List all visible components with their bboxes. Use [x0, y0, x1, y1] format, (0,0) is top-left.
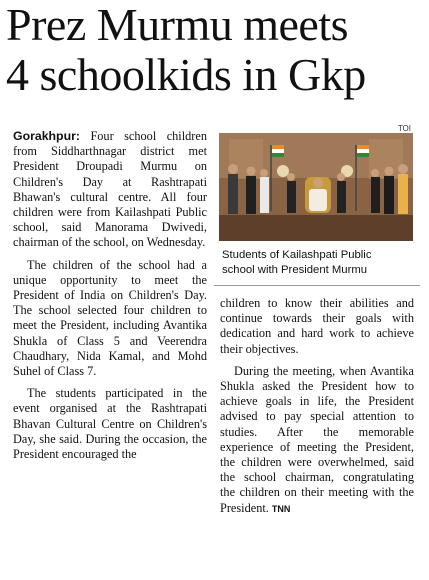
photo-caption [222, 248, 416, 278]
photo-caption-line-2: school with President Murmu [222, 264, 368, 276]
headline-line-1: Prez Murmu meets [6, 0, 349, 50]
article-column-left [13, 129, 207, 462]
photo-credit: TOI [397, 124, 411, 133]
dateline: Gorakhpur: [13, 129, 80, 143]
news-photo-illustration [219, 133, 413, 241]
headline [6, 0, 426, 100]
paragraph-1 [13, 129, 207, 251]
article-column-right [220, 296, 414, 517]
caption-divider [214, 285, 420, 286]
paragraph-2: The children of the school had a unique opportunity to meet the President of India on Children's Day. The school selected four children to meet the President, including Avantika Shukla of Class 5 and Veerendra Chaudhary, Nida Kamal, and Mohd Suhel of Class 7. [13, 257, 207, 379]
paragraph-1-text: Four school children from Siddharthnagar district met President Droupadi Murmu on Children's Day at Rashtrapati Bhawan's cultural centre. All four children were from Kailashpati Public school, said Manorama Dwivedi, chairman of the school, on Wednesday. [13, 129, 207, 250]
agency-tag: TNN [271, 503, 291, 514]
news-photo [219, 133, 413, 241]
photo-caption-line-1: Students of Kailashpati Public [222, 249, 372, 261]
paragraph-3-continued: children to know their abilities and continue towards their goals with dedication and hard work to achieve their objectives. [220, 296, 414, 356]
headline-line-2: 4 schoolkids in Gkp [6, 49, 366, 100]
paragraph-3: The students participated in the event organised at the Rashtrapati Bhavan Cultural Centre on Children's Day, she said. During the occasion, the President encouraged the [13, 386, 207, 462]
paragraph-4-text: During the meeting, when Avantika Shukla asked the President how to achieve goals in life, the President advised to pay special attention to studies. After the memorable experience of meeting the President, the children were overwhelmed, said the school chairman, congratulating the children on their meeting with the President. [220, 363, 414, 515]
paragraph-4 [220, 364, 414, 517]
